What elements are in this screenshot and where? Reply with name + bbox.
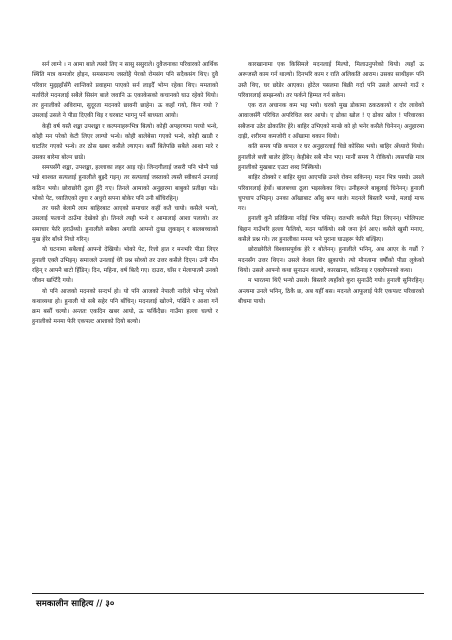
footer-divider (32, 593, 424, 594)
right-column (238, 60, 424, 595)
paragraph: यो घटनामा सबैलाई आफ्नो देखियो। भोको पेट, रित्तो हात र मनभरि पीडा लिएर हुनाली एक्लै उभिइन्। समाजले उनलाई धेरै प्रश्न सोध्यो तर उत्तर कसैले दिएन। उनी मौन रहिन् र आफ्नै बाटो हिँडिन्। दिन, महिना, वर्ष बित्दै गए। दाउरा, घाँस र मेलापातमै उनको जीवन खप्टिँदै गयो। (32, 247, 218, 285)
footer-separator: // (96, 599, 103, 609)
magazine-name: समकालीन साहित्य (36, 599, 94, 609)
paragraph: बाहिर ठोक्को र बाहिर सुधा आएपछि उनले रोक्न सकिनन्। मदन भित्र पस्यो। उसले परिवारलाई हेर्यो। बालबच्चा ठूला भइसकेका थिए। उनीहरूले बाबुलाई चिनेनन्। हुनाली चुपचाप उभिइन्। उनका आँखाबाट आँसु बग्न थाले। मदनले बिस्तारै भन्यो, मलाई माफ गर। (238, 175, 424, 213)
paragraph: तर यस्तै बेलामै लाम बाहिरबाट आएको समाचार कहीं कतै चायो। कसैले भन्यो, उसलाई फलानो ठाउँमा देखेको हो। तिनले त्यही भन्थे र आमालाई आशा पलायो। तर समाचार फेरि हराउँथ्यो। हुनालीले सबैका अगाडि आफ्नो दुःख लुकाइन् र बालबच्चाको मुख हेरेर बाँच्ने निधो गरिन्। (32, 206, 218, 244)
paragraph: केही वर्ष यस्तै शङ्का उपशङ्का र कल्पनाहरूभित्र बित्यो। कोही अपहरणमा परयो भन्थे, कोही मन परेको केटी लिएर लाग्यो भन्थे। कोही बालेबेसा गएको भन्थे, कोही खाडी र घाटतिर गएको भन्थे। तर ठोस खबर कसैले ल्याएन। बर्सौं बितेपछि सबैले आशा मारे र उसका बारेमा बोल्न छाडे। (32, 123, 218, 161)
page-footer (0, 593, 452, 613)
paragraph: सर्न लाग्ने । न आमा बाले त्यसो तिए न सासु ससुराले। दुवैजनाका परिवारको आर्थिक स्थिति मात्र कमजोर होइन, समसमान्य जस्तोहै पेरको रोमसंग पनि सदैकसंग थिए। दुवै परिवार मुद्दइहाँसँगै शान्तिको प्रवाहमा पाएको सर्न लाइदैँ भोग्न रहेका थिए। ममताको मर्तारीले मदनलाई सबैले सिसंग बाले जवानि ऊ एकाकेसको कचानको घाउ रहेको थियो। तर हुनालीको अविरामा, सुदूरता मदनको छावनी छाहेन। ऊ कहाँ गयो, किन गयो ? उसलाई उसले ने पीडा दिएकी थिइ र घरबाट भागनु पर्ने बाध्यता आयो। (32, 62, 218, 120)
article-body (32, 60, 424, 595)
paragraph: कति समय पछि कपाल र घर अनुहारलाई चिन्ने कोसिस भयो। बाहिर अँध्यारो थियो। हुनालीले बत्ती बालेर हेरिन्। केहीबेर सबै मौन भए। मानौं समय नै रोकियो। त्यसपछि मात्र हुनालीको मुखबाट एउटा शब्द निस्कियो। (238, 144, 424, 171)
page-number: ३० (105, 599, 115, 609)
paragraph: कारखानामा एक किसिमले मदनलाई मिल्यो, मिलाउनुपरेको थियो। त्यहाँ ऊ अरूजस्तै काम गर्न थाल्यो। दिनभरि काम र राति अलिकति आराम। उसका साथीहरू पनि उस्तै थिए, घर छोडेर आएका। होटेल पसलमा बिक्री गर्दा पनि उसले आफ्नो गाउँ र परिवारलाई सम्झन्थ्यो। तर फर्कने हिम्मत गर्न सकेन। (238, 62, 424, 99)
paragraph: समयसँगै शङ्का, उपशङ्का, हल्लाका लहर आइ रहे। जिन्दगीलाई जसरी पनि भोग्नै पर्छ भन्ने शाश्वत सत्यलाई हुनालीले बुझ्दै गइन्। तर सत्यलाई जस्ताको त्यस्तै स्वीकार्न उनलाई कठिन भयो। छोराछोरी ठूला हुँदै गए। तिनले आमाको अनुहारमा बाबुको प्रतीक्षा पढे। भोको पेट, च्यातिएको लुगा र अधुरो सपना बोकेर पनि उनी बाँचिरहिन्। (32, 164, 218, 202)
paragraph: म भारतमा थिएँ भन्यो उसले। बिस्तारै त्यहाँको कुरा सुनाउँदै गयो। हुनाली सुनिरहिन्। अन्त्यमा उनले भनिन्, ठिकै छ, अब यहीँ बस। मदनले आफूलाई फेरि एकपल्ट परिवारको बीचमा पायो। (238, 278, 424, 305)
paragraph: हुनाली कुनै प्रतिक्रिया नदिई भित्र पसिन्। रातभरि कसैले निद्रा लिएनन्। भोलिपल्ट बिहान गाउँभरि हल्ला फैलियो, मदन फर्कियो। सबै जना हेर्न आए। कसैले खुसी मनाए, कसैले प्रश्न गरे। तर हुनालीका मनमा भने पुराना घाउहरू फेरि बल्झिए। (238, 216, 424, 244)
paragraph: छोराछोरीले विश्वासपूर्वक हेरे र बोलेनन्। हुनालीले भनिन्, अब आएर के गर्छौ ? मदनसँग उत्तर थिएन। उसले केवल शिर झुकायो। त्यो मौनतामा वर्षौंको पीडा लुकेको थियो। उसले आफ्नो कथा सुनाउन थाल्यो, कारखाना, कठिनाइ र एक्लोपनको कथा। (238, 247, 424, 274)
paragraph: एक रात अचानक कम भइ भयो। घरको मुख डोकामा ठकठकायो र दोर लावेको आवाजसँगै परिचित अपरिचित स्वर आयो। ए ढोका खोल ! ए ढोका खोल ! परिवारका सबैजना उठेर ढोकातिर हेरे। बाहिर उभिएको मान्छे को हो भनेर कसैले चिनेनन्। अनुहारमा दाह्री, शरीरमा कमजोरी र आँखामा थकान थियो। (238, 103, 424, 141)
paragraph: यो पनि आजको मदनको सन्दर्भ हो। यो पनि आजको नेपाली नारीले भोग्नु परेको कथाव्यथा हो। हुनाली यो सबै सहेर पनि बाँचिन्। मदनलाई खोज्ने, पर्खिने र आशा गर्ने क्रम बर्सौं चल्यो। अन्ततः एकदिन खबर आयो, ऊ फर्किंदैछ। गाउँमा हल्ला चल्यो र हुनालीको मनमा फेरि एकपल्ट आशाको दियो बल्यो। (32, 288, 218, 326)
footer-label (36, 598, 114, 609)
left-column (32, 60, 218, 595)
